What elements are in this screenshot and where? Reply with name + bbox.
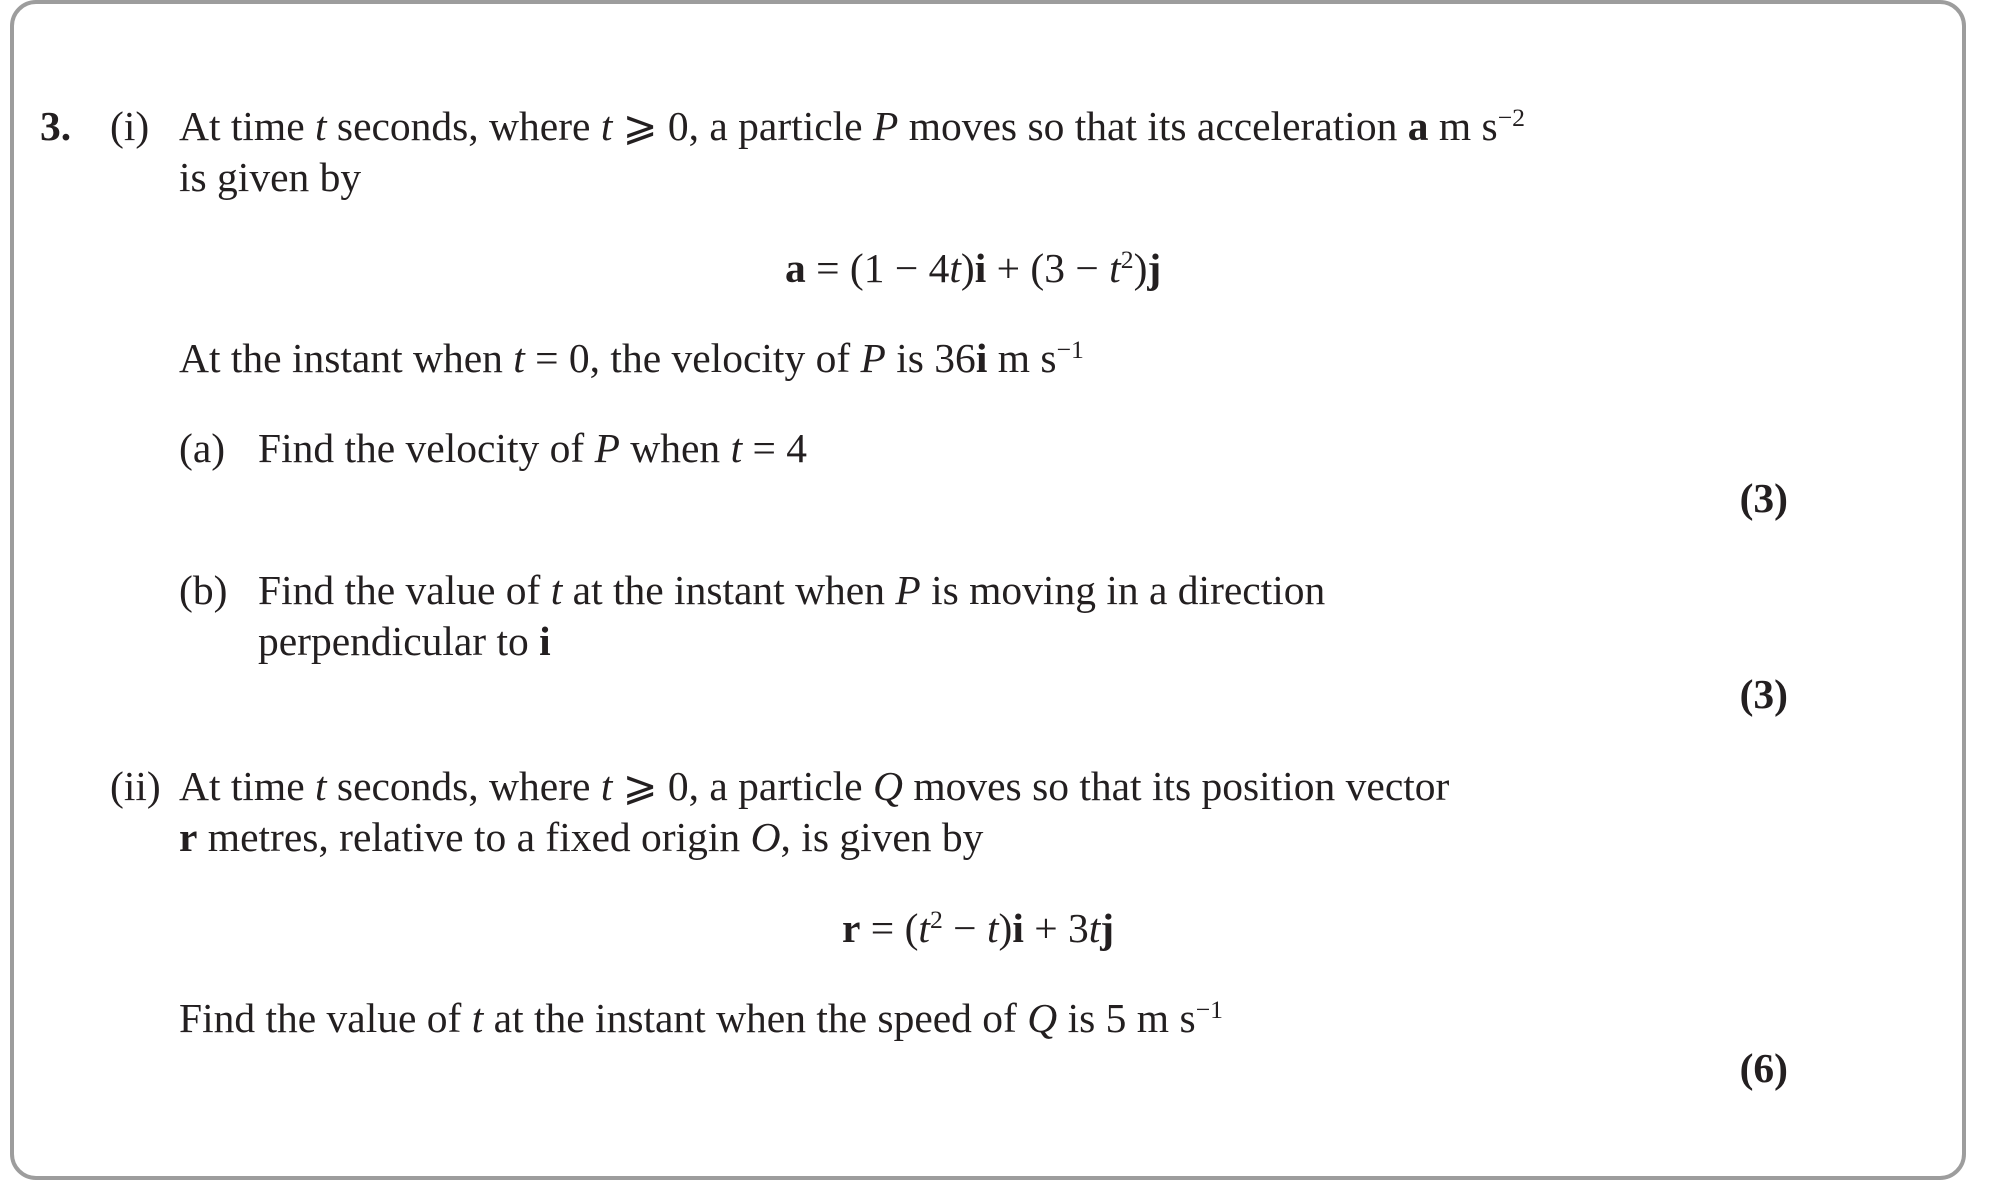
subpart-b-label: (b) [179,567,228,613]
subpart-b-line-1: Find the value of t at the instant when P is moving in a direction [258,567,1326,613]
part-i-label: (i) [110,103,150,149]
subpart-a-text: Find the velocity of P when t = 4 [258,425,807,471]
subpart-b-marks: (3) [1739,671,1788,717]
subpart-b-line-2: perpendicular to i [258,618,551,664]
part-i-intro-line-2: is given by [179,154,362,200]
initial-velocity-condition: At the instant when t = 0, the velocity of P is 36i m $s^{-1}$ [179,334,1084,381]
subpart-a-marks: (3) [1739,475,1788,521]
part-ii-line-1: At time t seconds, where t ⩾ 0, a particle Q moves so that its position vector [179,763,1450,809]
subpart-a-label: (a) [179,425,226,471]
part-ii-label: (ii) [110,763,161,809]
part-ii-line-2: r metres, relative to a fixed origin O, is given by [179,814,984,860]
part-ii-marks: (6) [1739,1045,1788,1091]
part-i-intro-line-1: At time t seconds, where t ⩾ 0, a particle P moves so that its acceleration a m $s^{-2}$ [179,102,1526,149]
position-equation: $r = (t^2 - t)i + 3tj$ [842,904,1115,951]
part-ii-find-text: Find the value of t at the instant when the speed of Q is 5 m $s^{-1}$ [179,994,1223,1041]
acceleration-equation: $a = (1 - 4t)i + (3 - t^2)j$ [785,244,1162,291]
question-number: 3. [40,103,72,149]
